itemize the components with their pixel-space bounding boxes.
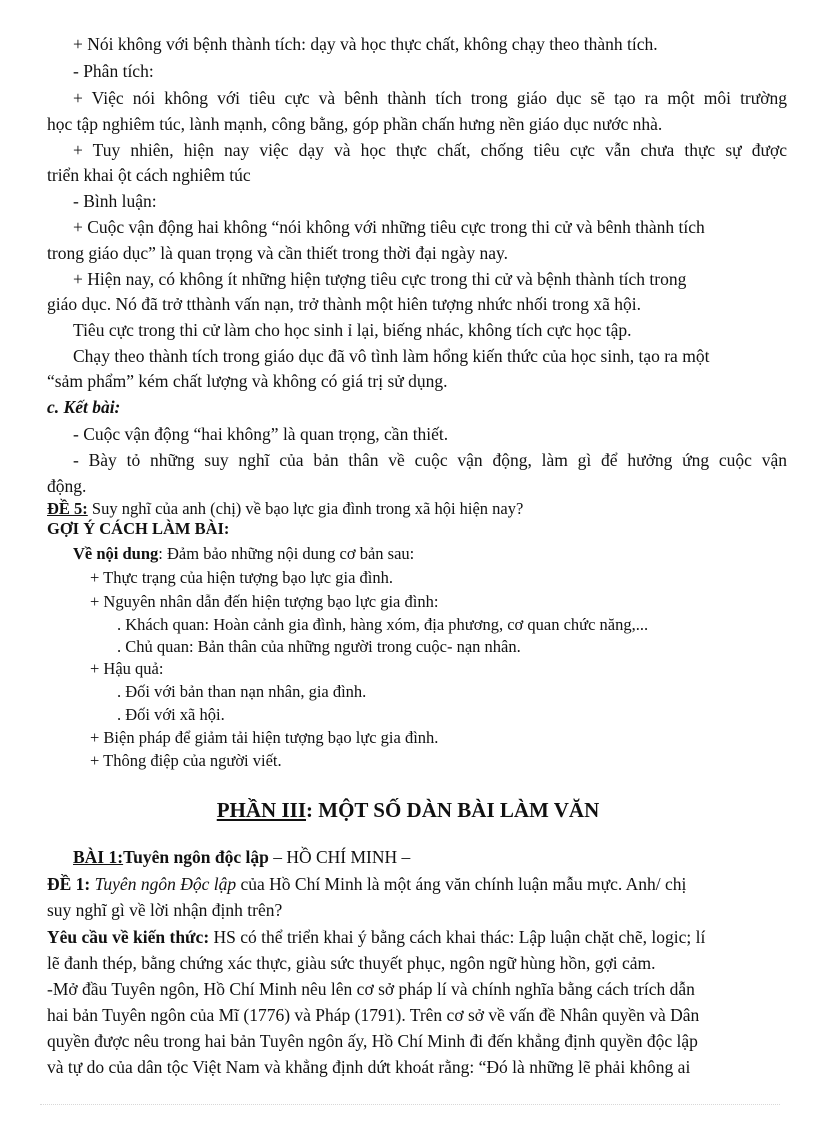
text-line: hai bản Tuyên ngôn của Mĩ (1776) và Pháp (1791). Trên cơ sở về vấn đề Nhân quyền và Dân <box>47 1005 700 1025</box>
bai1-line <box>73 846 410 868</box>
noi-dung-text: : Đảm bảo những nội dung cơ bản sau: <box>158 544 415 563</box>
text-line: suy nghĩ gì về lời nhận định trên? <box>47 900 283 920</box>
part-heading <box>0 797 816 823</box>
text-line: Chạy theo thành tích trong giáo dục đã vô tình làm hổng kiến thức của học sinh, tạo ra một <box>73 346 710 366</box>
text-line: động. <box>47 476 87 496</box>
text-line: triển khai ột cách nghiêm túc <box>47 165 251 185</box>
text-line: + Cuộc vận động hai không “nói không với những tiêu cực trong thi cử và bênh thành tích <box>73 217 705 237</box>
text-line: -Mở đầu Tuyên ngôn, Hồ Chí Minh nêu lên cơ sở pháp lí và chính nghĩa bằng cách trích dẫn <box>47 979 695 999</box>
bai1-author: – HỒ CHÍ MINH – <box>268 847 411 867</box>
text-line: - Phân tích: <box>73 61 154 81</box>
text-line: + Việc nói không với tiêu cực và bênh thành tích trong giáo dục sẽ tạo ra một môi trường <box>73 88 787 108</box>
text-line: học tập nghiêm túc, lành mạnh, công bằng, góp phần chấn hưng nền giáo dục nước nhà. <box>47 114 663 134</box>
sub-bullet-item: . Đối với xã hội. <box>117 705 225 724</box>
de1-line <box>47 873 686 895</box>
sub-bullet-item: . Chủ quan: Bản thân của những người trong cuộc- nạn nhân. <box>117 637 521 656</box>
de1-label: ĐỀ 1: <box>47 874 91 894</box>
bai1-label: BÀI 1: <box>73 847 124 867</box>
part-label: PHẦN III <box>216 798 306 822</box>
bullet-item: + Biện pháp để giảm tải hiện tượng bạo lực gia đình. <box>90 728 439 747</box>
yeu-cau-line <box>47 926 705 948</box>
text-line: + Tuy nhiên, hiện nay việc dạy và học thực chất, chống tiêu cực vẫn chưa thực sự được <box>73 140 787 160</box>
noi-dung-line <box>73 543 414 565</box>
text-line: + Hiện nay, có không ít những hiện tượng tiêu cực trong thi cử và bệnh thành tích trong <box>73 269 687 289</box>
bullet-item: + Hậu quả: <box>90 659 164 678</box>
text-line: giáo dục. Nó đã trở tthành vấn nạn, trở thành một hiên tượng nhức nhối trong xã hội. <box>47 294 641 314</box>
de1-text: của Hồ Chí Minh là một áng văn chính luận mẫu mực. Anh/ chị <box>236 874 687 894</box>
yeu-cau-label: Yêu cầu về kiến thức: <box>47 927 210 947</box>
sub-bullet-item: . Đối với bản than nạn nhân, gia đình. <box>117 682 367 701</box>
text-line: và tự do của dân tộc Việt Nam và khẳng định dứt khoát rằng: “Đó là những lẽ phải không ai <box>47 1057 691 1077</box>
de5-line <box>47 498 523 520</box>
text-line: - Bình luận: <box>73 191 157 211</box>
yeu-cau-text: HS có thể triển khai ý bằng cách khai thác: Lập luận chặt chẽ, logic; lí <box>209 927 706 947</box>
sub-bullet-item: . Khách quan: Hoàn cảnh gia đình, hàng xóm, địa phương, cơ quan chức năng,... <box>117 615 649 634</box>
text-line: Tiêu cực trong thi cử làm cho học sinh ỉ lại, biếng nhác, không tích cực học tập. <box>73 320 632 340</box>
text-line: - Bày tỏ những suy nghĩ của bản thân về cuộc vận động, làm gì để hưởng ứng cuộc vận <box>73 450 787 470</box>
bullet-item: + Thông điệp của người viết. <box>90 751 282 770</box>
bullet-item: + Nguyên nhân dẫn đến hiện tượng bạo lực gia đình: <box>90 592 439 611</box>
text-line: trong giáo dục” là quan trọng và cần thiết trong thời đại ngày nay. <box>47 243 509 263</box>
text-line: “sảm phẩm” kém chất lượng và không có giá trị sử dụng. <box>47 371 448 391</box>
goi-y-heading: GỢI Ý CÁCH LÀM BÀI: <box>47 519 230 538</box>
text-line: + Nói không với bệnh thành tích: dạy và học thực chất, không chạy theo thành tích. <box>73 34 658 54</box>
de5-text: Suy nghĩ của anh (chị) về bạo lực gia đình trong xã hội hiện nay? <box>87 499 524 518</box>
section-heading: c. Kết bài: <box>47 397 121 417</box>
de5-label: ĐỀ 5: <box>47 499 88 518</box>
noi-dung-label: Về nội dung <box>73 544 159 563</box>
text-line: quyền được nêu trong hai bản Tuyên ngôn ấy, Hồ Chí Minh đi đến khẳng định quyền độc lập <box>47 1031 698 1051</box>
bai1-title: Tuyên ngôn độc lập <box>123 847 269 867</box>
de1-work: Tuyên ngôn Độc lập <box>94 874 237 894</box>
text-line: - Cuộc vận động “hai không” là quan trọng, cần thiết. <box>73 424 449 444</box>
page-bottom-divider <box>40 1104 780 1105</box>
text-line: lẽ đanh thép, bằng chứng xác thực, giàu sức thuyết phục, ngôn ngữ hùng hồn, gợi cảm. <box>47 953 656 973</box>
bullet-item: + Thực trạng của hiện tượng bạo lực gia đình. <box>90 568 393 587</box>
part-title: : MỘT SỐ DÀN BÀI LÀM VĂN <box>306 798 600 822</box>
